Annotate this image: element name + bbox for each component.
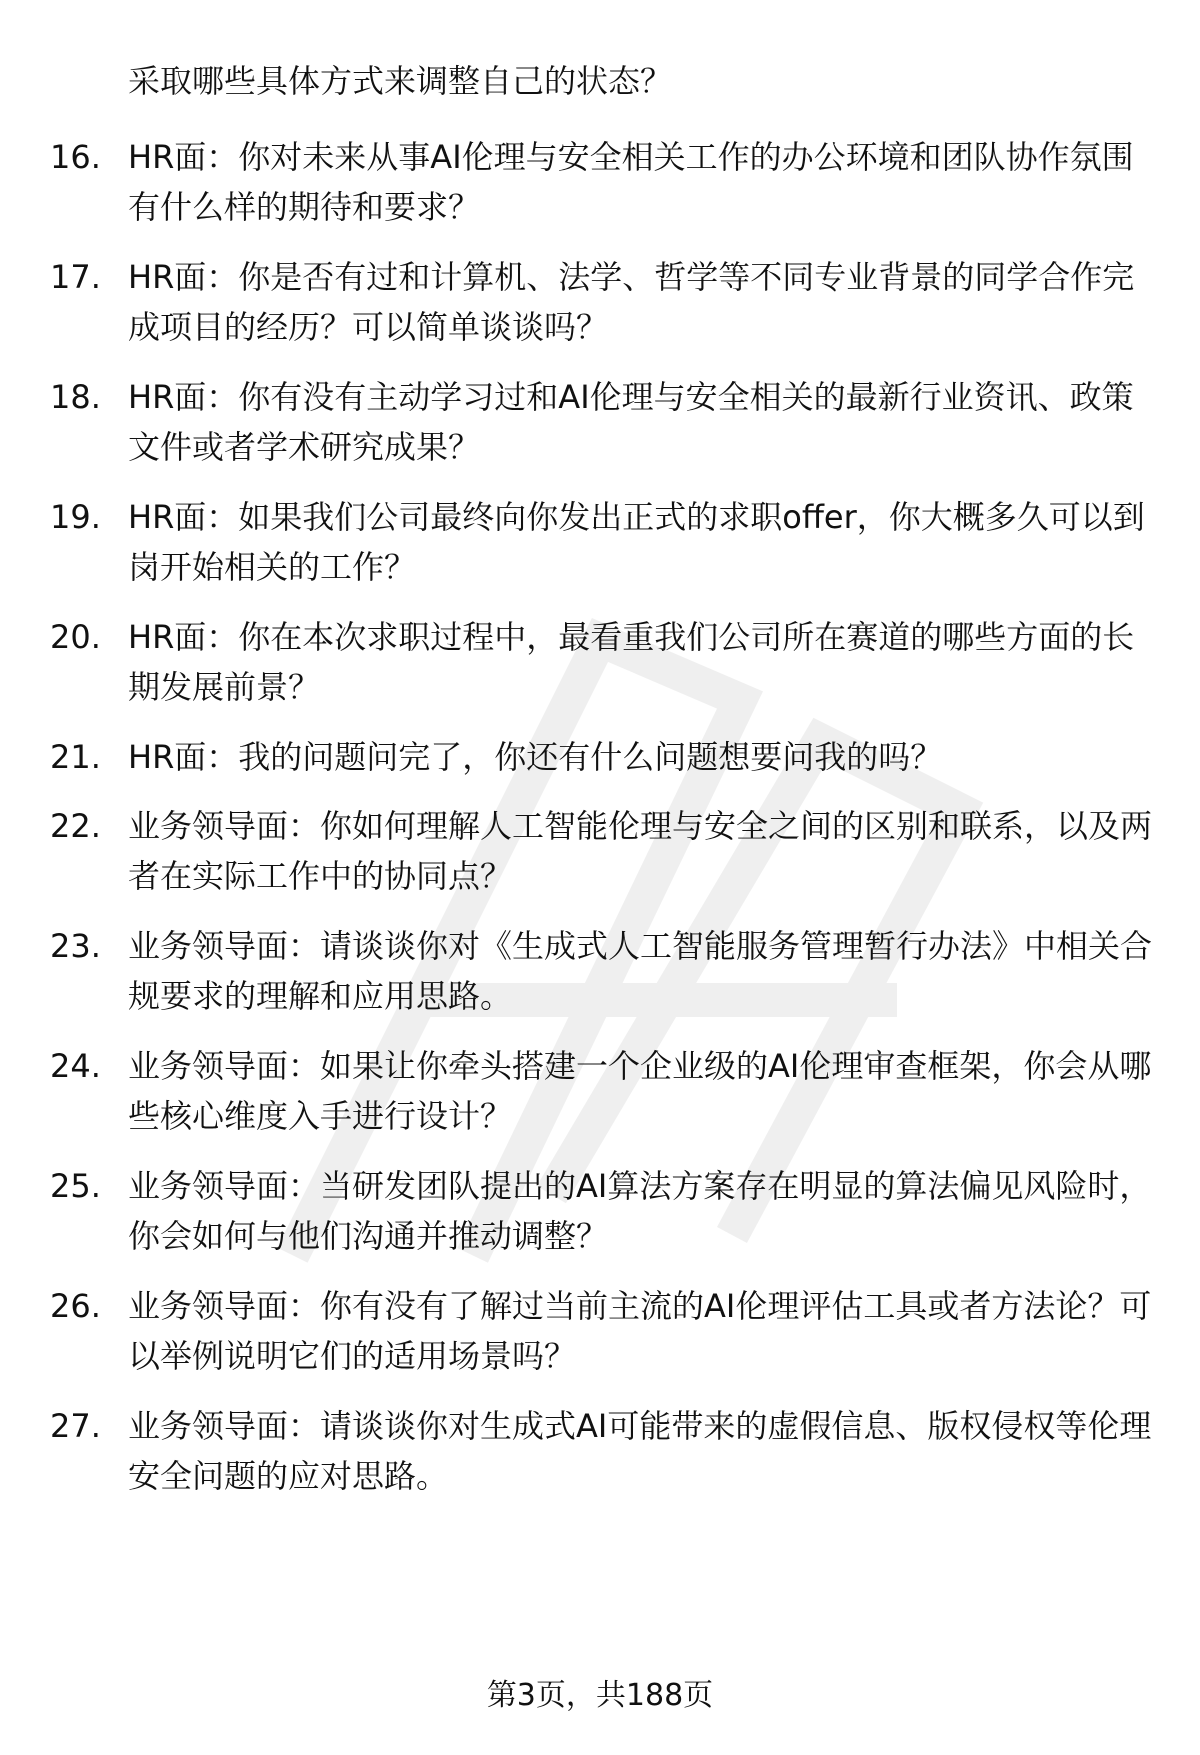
question-text: HR面：你对未来从事AI伦理与安全相关工作的办公环境和团队协作氛围有什么样的期待和要求？	[128, 138, 1134, 226]
question-text: HR面：你在本次求职过程中，最看重我们公司所在赛道的哪些方面的长期发展前景？	[128, 618, 1135, 706]
question-text: 业务领导面：请谈谈你对《生成式人工智能服务管理暂行办法》中相关合规要求的理解和应用思路。	[128, 927, 1153, 1015]
question-text: 业务领导面：请谈谈你对生成式AI可能带来的虚假信息、版权侵权等伦理安全问题的应对思路。	[128, 1407, 1152, 1495]
continued-question-text: 采取哪些具体方式来调整自己的状态？	[128, 62, 673, 100]
question-number: 25.	[50, 1167, 101, 1205]
question-text: HR面：如果我们公司最终向你发出正式的求职offer，你大概多久可以到岗开始相关的工作？	[128, 498, 1145, 586]
question-text: 业务领导面：如果让你牵头搭建一个企业级的AI伦理审查框架，你会从哪些核心维度入手进行设计？	[128, 1047, 1152, 1135]
question-text: 业务领导面：当研发团队提出的AI算法方案存在明显的算法偏见风险时，你会如何与他们沟通并推动调整？	[128, 1167, 1152, 1255]
page-number-footer: 第3页，共188页	[486, 1678, 714, 1713]
question-text: HR面：你是否有过和计算机、法学、哲学等不同专业背景的同学合作完成项目的经历？可以简单谈谈吗？	[128, 258, 1135, 346]
question-text: HR面：你有没有主动学习过和AI伦理与安全相关的最新行业资讯、政策文件或者学术研究成果？	[128, 378, 1134, 466]
question-number: 24.	[50, 1047, 101, 1085]
question-number: 22.	[50, 807, 101, 845]
question-number: 17.	[50, 258, 101, 296]
question-number: 23.	[50, 927, 101, 965]
question-text: 业务领导面：你如何理解人工智能伦理与安全之间的区别和联系，以及两者在实际工作中的协同点？	[128, 807, 1153, 895]
question-number: 19.	[50, 498, 101, 536]
question-number: 20.	[50, 618, 101, 656]
question-text: HR面：我的问题问完了，你还有什么问题想要问我的吗？	[128, 738, 943, 776]
question-number: 27.	[50, 1407, 101, 1445]
question-text: 业务领导面：你有没有了解过当前主流的AI伦理评估工具或者方法论？可以举例说明它们的适用场景吗？	[128, 1287, 1152, 1375]
question-number: 21.	[50, 738, 101, 776]
question-number: 16.	[50, 138, 101, 176]
question-number: 26.	[50, 1287, 101, 1325]
question-number: 18.	[50, 378, 101, 416]
